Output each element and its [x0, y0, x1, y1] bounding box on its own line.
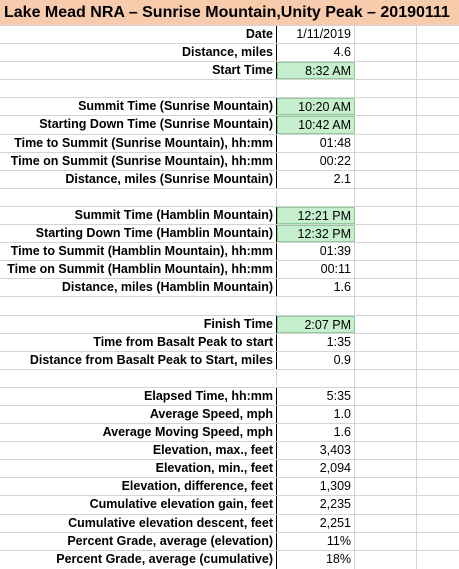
table-row: [0, 424, 459, 442]
row-label-text: Time from Basalt Peak to start: [93, 334, 273, 349]
empty-cell[interactable]: [417, 153, 459, 170]
empty-cell[interactable]: [417, 44, 459, 61]
table-row: [0, 352, 459, 370]
row-value-cell[interactable]: 01:48: [277, 135, 355, 152]
row-label-cell[interactable]: [0, 44, 277, 61]
empty-cell[interactable]: [355, 279, 417, 296]
empty-cell[interactable]: [355, 334, 417, 351]
table-row: [0, 116, 459, 134]
table-row: [0, 515, 459, 533]
row-label-text: Starting Down Time (Sunrise Mountain): [39, 117, 273, 132]
row-label-cell[interactable]: [0, 116, 277, 133]
empty-cell[interactable]: [417, 406, 459, 423]
empty-cell[interactable]: [355, 478, 417, 495]
row-label-cell[interactable]: [0, 207, 277, 224]
row-label-cell[interactable]: [0, 297, 277, 314]
row-label-cell[interactable]: [0, 26, 277, 43]
empty-cell[interactable]: [417, 460, 459, 477]
empty-cell[interactable]: [417, 26, 459, 43]
empty-cell[interactable]: [355, 370, 417, 387]
empty-cell[interactable]: [355, 515, 417, 532]
empty-cell[interactable]: [355, 551, 417, 569]
empty-cell[interactable]: [355, 352, 417, 369]
row-label-cell[interactable]: [0, 406, 277, 423]
row-value-cell[interactable]: 18%: [277, 551, 355, 569]
row-label-text: Time to Summit (Hamblin Mountain), hh:mm: [10, 244, 273, 259]
row-label-text: Cumulative elevation descent, feet: [68, 515, 273, 530]
empty-cell[interactable]: [355, 388, 417, 405]
row-label-cell[interactable]: [0, 316, 277, 333]
table-row: [0, 460, 459, 478]
row-label-text: Starting Down Time (Hamblin Mountain): [35, 226, 273, 241]
row-label-text: Percent Grade, average (cumulative): [56, 551, 273, 566]
table-row: [0, 334, 459, 352]
empty-cell[interactable]: [417, 424, 459, 441]
row-value-cell[interactable]: 1.0: [277, 406, 355, 423]
row-value-cell[interactable]: 2,251: [277, 515, 355, 532]
row-label-text: Time to Summit (Sunrise Mountain), hh:mm: [14, 135, 273, 150]
empty-cell[interactable]: [417, 116, 459, 133]
row-label-text: Average Moving Speed, mph: [102, 425, 273, 440]
empty-cell[interactable]: [355, 171, 417, 188]
row-value-cell[interactable]: 12:32 PM: [277, 225, 355, 242]
table-row: [0, 189, 459, 207]
table-row: [0, 533, 459, 551]
empty-cell[interactable]: [355, 243, 417, 260]
row-value-cell[interactable]: 00:11: [277, 261, 355, 278]
table-row: [0, 98, 459, 116]
empty-cell[interactable]: [417, 62, 459, 79]
row-label-text: Time on Summit (Sunrise Mountain), hh:mm: [10, 153, 273, 168]
data-grid: [0, 26, 459, 569]
row-value-cell[interactable]: [277, 189, 355, 206]
sheet-title-cell[interactable]: Lake Mead NRA – Sunrise Mountain,Unity Peak – 20190111: [0, 0, 459, 26]
empty-cell[interactable]: [355, 316, 417, 333]
row-label-cell[interactable]: [0, 515, 277, 532]
row-value-cell[interactable]: 5:35: [277, 388, 355, 405]
row-value-cell[interactable]: 1/11/2019: [277, 26, 355, 43]
row-label-text: Percent Grade, average (elevation): [67, 533, 273, 548]
empty-cell[interactable]: [417, 207, 459, 224]
table-row: [0, 478, 459, 496]
empty-cell[interactable]: [417, 98, 459, 115]
row-label-cell[interactable]: [0, 171, 277, 188]
empty-cell[interactable]: [417, 225, 459, 242]
empty-cell[interactable]: [355, 62, 417, 79]
empty-cell[interactable]: [417, 171, 459, 188]
table-row: [0, 225, 459, 243]
empty-cell[interactable]: [355, 460, 417, 477]
empty-cell[interactable]: [417, 80, 459, 97]
empty-cell[interactable]: [417, 478, 459, 495]
empty-cell[interactable]: [355, 116, 417, 133]
table-row: [0, 153, 459, 171]
empty-cell[interactable]: [417, 352, 459, 369]
empty-cell[interactable]: [417, 533, 459, 550]
row-label-cell[interactable]: [0, 460, 277, 477]
empty-cell[interactable]: [417, 388, 459, 405]
empty-cell[interactable]: [417, 515, 459, 532]
row-value-cell[interactable]: 1.6: [277, 279, 355, 296]
table-row: [0, 261, 459, 279]
table-row: [0, 388, 459, 406]
empty-cell[interactable]: [355, 189, 417, 206]
table-row: [0, 135, 459, 153]
table-row: [0, 297, 459, 315]
empty-cell[interactable]: [417, 551, 459, 569]
empty-cell[interactable]: [417, 135, 459, 152]
empty-cell[interactable]: [355, 406, 417, 423]
empty-cell[interactable]: [355, 26, 417, 43]
row-value-cell[interactable]: 00:22: [277, 153, 355, 170]
row-value-cell[interactable]: 01:39: [277, 243, 355, 260]
row-label-cell[interactable]: [0, 98, 277, 115]
empty-cell[interactable]: [355, 98, 417, 115]
row-value-cell[interactable]: 10:20 AM: [277, 98, 355, 115]
row-label-text: Start Time: [212, 63, 273, 78]
empty-cell[interactable]: [355, 153, 417, 170]
row-label-cell[interactable]: [0, 424, 277, 441]
row-label-text: Summit Time (Sunrise Mountain): [78, 99, 273, 114]
empty-cell[interactable]: [417, 370, 459, 387]
row-label-cell[interactable]: [0, 135, 277, 152]
table-row: [0, 316, 459, 334]
empty-cell[interactable]: [355, 207, 417, 224]
empty-cell[interactable]: [355, 261, 417, 278]
row-label-cell[interactable]: [0, 62, 277, 79]
empty-cell[interactable]: [417, 316, 459, 333]
row-label-text: Cumulative elevation gain, feet: [89, 497, 273, 512]
row-value-cell[interactable]: 2,094: [277, 460, 355, 477]
row-label-cell[interactable]: [0, 551, 277, 569]
row-value-cell[interactable]: [277, 80, 355, 97]
row-label-text: Elapsed Time, hh:mm: [144, 388, 273, 403]
row-label-cell[interactable]: [0, 279, 277, 296]
empty-cell[interactable]: [417, 297, 459, 314]
empty-cell[interactable]: [417, 442, 459, 459]
row-value-cell[interactable]: 1.6: [277, 424, 355, 441]
row-value-cell[interactable]: 3,403: [277, 442, 355, 459]
empty-cell[interactable]: [417, 261, 459, 278]
empty-cell[interactable]: [355, 44, 417, 61]
row-label-text: Summit Time (Hamblin Mountain): [74, 207, 273, 222]
row-value-cell[interactable]: 2:07 PM: [277, 316, 355, 333]
empty-cell[interactable]: [417, 189, 459, 206]
table-row: [0, 551, 459, 569]
row-label-text: Distance from Basalt Peak to Start, miles: [29, 352, 273, 367]
row-label-text: Elevation, max., feet: [152, 443, 273, 458]
table-row: [0, 80, 459, 98]
row-value-cell[interactable]: 1:35: [277, 334, 355, 351]
empty-cell[interactable]: [355, 225, 417, 242]
table-row: [0, 406, 459, 424]
table-row: [0, 26, 459, 44]
table-row: [0, 44, 459, 62]
row-value-cell[interactable]: 4.6: [277, 44, 355, 61]
row-label-text: Elevation, min., feet: [155, 461, 273, 476]
empty-cell[interactable]: [355, 424, 417, 441]
row-value-cell[interactable]: 12:21 PM: [277, 207, 355, 224]
empty-cell[interactable]: [417, 496, 459, 513]
empty-cell[interactable]: [355, 80, 417, 97]
row-label-text: Distance, miles (Sunrise Mountain): [65, 171, 273, 186]
empty-cell[interactable]: [417, 243, 459, 260]
row-label-cell[interactable]: [0, 334, 277, 351]
row-label-text: Distance, miles (Hamblin Mountain): [61, 280, 273, 295]
table-row: [0, 62, 459, 80]
row-label-cell[interactable]: [0, 442, 277, 459]
table-row: [0, 496, 459, 514]
row-label-cell[interactable]: [0, 388, 277, 405]
row-value-cell[interactable]: 11%: [277, 533, 355, 550]
table-row: [0, 442, 459, 460]
empty-cell[interactable]: [355, 442, 417, 459]
row-value-cell[interactable]: 0.9: [277, 352, 355, 369]
row-label-cell[interactable]: [0, 225, 277, 242]
row-label-cell[interactable]: [0, 189, 277, 206]
row-label-cell[interactable]: [0, 352, 277, 369]
empty-cell[interactable]: [355, 533, 417, 550]
row-label-cell[interactable]: [0, 533, 277, 550]
row-value-cell[interactable]: 10:42 AM: [277, 116, 355, 133]
row-label-cell[interactable]: [0, 153, 277, 170]
row-label-cell[interactable]: [0, 370, 277, 387]
row-label-cell[interactable]: [0, 478, 277, 495]
row-label-text: Elevation, difference, feet: [121, 479, 273, 494]
row-label-text: Date: [245, 27, 273, 41]
empty-cell[interactable]: [417, 279, 459, 296]
table-row: [0, 279, 459, 297]
table-row: [0, 171, 459, 189]
row-value-cell[interactable]: 2.1: [277, 171, 355, 188]
empty-cell[interactable]: [355, 297, 417, 314]
row-value-cell[interactable]: 1,309: [277, 478, 355, 495]
row-label-text: Distance, miles: [181, 45, 273, 60]
empty-cell[interactable]: [417, 334, 459, 351]
empty-cell[interactable]: [355, 496, 417, 513]
row-value-cell[interactable]: 2,235: [277, 496, 355, 513]
row-label-cell[interactable]: [0, 243, 277, 260]
table-row: [0, 370, 459, 388]
row-value-cell[interactable]: [277, 370, 355, 387]
row-label-cell[interactable]: [0, 80, 277, 97]
row-value-cell[interactable]: 8:32 AM: [277, 62, 355, 79]
row-label-text: Time on Summit (Hamblin Mountain), hh:mm: [7, 262, 273, 277]
row-label-text: Average Speed, mph: [149, 406, 273, 421]
row-label-cell[interactable]: [0, 496, 277, 513]
row-label-text: Finish Time: [203, 316, 273, 331]
row-label-cell[interactable]: [0, 261, 277, 278]
table-row: [0, 243, 459, 261]
empty-cell[interactable]: [355, 135, 417, 152]
row-value-cell[interactable]: [277, 297, 355, 314]
table-row: [0, 207, 459, 225]
